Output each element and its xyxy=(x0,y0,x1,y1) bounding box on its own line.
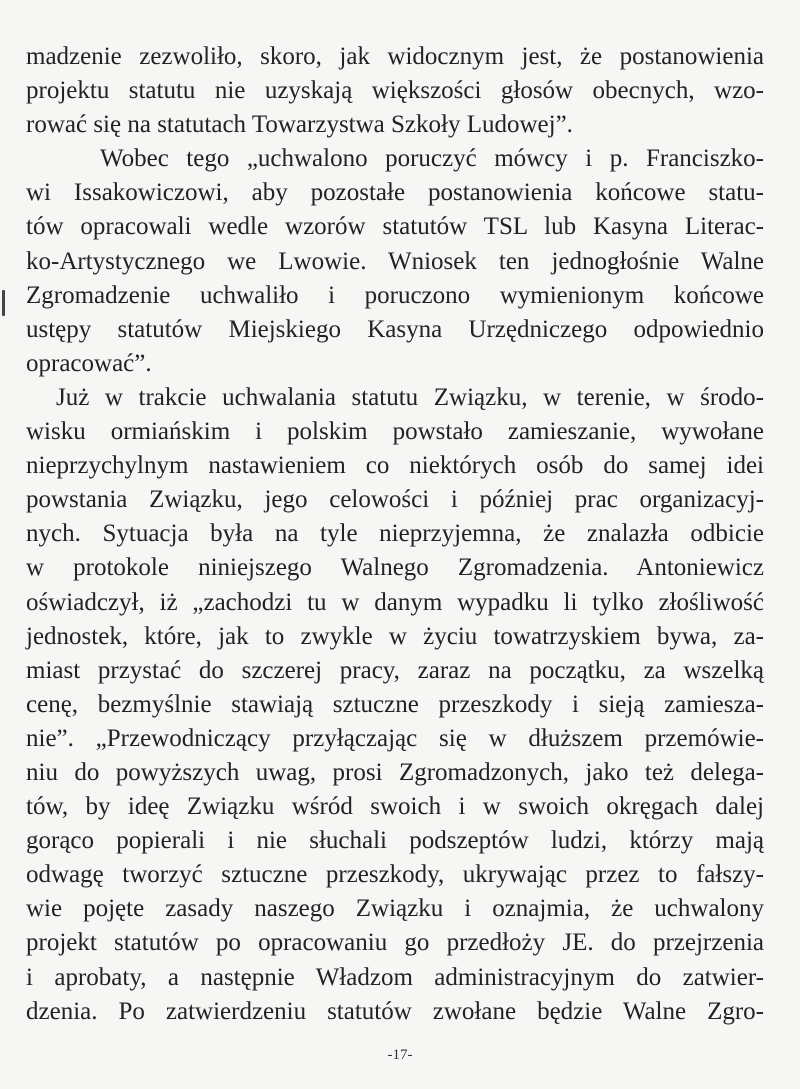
text-line: jednostek, które, jak to zwykle w życiu towatrzyskiem bywa, za- xyxy=(26,622,764,650)
text-line: tów, by ideę Związku wśród swoich i w swoich okręgach dalej xyxy=(26,793,764,821)
page-number: -17- xyxy=(387,1047,413,1063)
text-line: projekt statutów po opracowaniu go przedłoży JE. do przejrzenia xyxy=(26,929,764,957)
text-line: opracować”. xyxy=(26,349,152,377)
text-line: oświadczył, iż „zachodzi tu w danym wypadku li tylko złośliwość xyxy=(26,588,764,616)
text-line: Już w trakcie uchwalania statutu Związku, w terenie, w środo- xyxy=(56,383,764,411)
text-line: nie”. „Przewodniczący przyłączając się w dłuższem przemówie- xyxy=(26,724,764,752)
text-line: Wobec tego „uchwalono poruczyć mówcy i p. Franciszko- xyxy=(100,145,764,173)
text-line: ko-Artystycznego we Lwowie. Wniosek ten jednogłośnie Walne xyxy=(26,247,764,275)
body-text xyxy=(26,40,764,1029)
text-line: i aprobaty, a następnie Władzom administracyjnym do zatwier- xyxy=(26,963,764,991)
text-line: projektu statutu nie uzyskają większości głosów obecnych, wzo- xyxy=(26,77,764,105)
text-line: madzenie zezwoliło, skoro, jak widocznym jest, że postanowienia xyxy=(26,43,764,70)
text-line: w protokole niniejszego Walnego Zgromadzenia. Antoniewicz xyxy=(26,554,764,582)
text-line: Zgromadzenie uchwaliło i poruczono wymienionym końcowe xyxy=(26,281,764,309)
text-line: cenę, bezmyślnie stawiają sztuczne przeszkody i sieją zamiesza- xyxy=(26,690,764,718)
text-line: odwagę tworzyć sztuczne przeszkody, ukrywając przez to fałszy- xyxy=(26,861,764,889)
text-line: wie pojęte zasady naszego Związku i oznajmia, że uchwalony xyxy=(26,895,764,923)
text-line: miast przystać do szczerej pracy, zaraz na początku, za wszelką xyxy=(26,656,764,684)
scan-margin-mark xyxy=(2,290,5,316)
text-line: nych. Sytuacja była na tyle nieprzyjemna, że znalazła odbicie xyxy=(26,520,764,548)
text-line: wi Issakowiczowi, aby pozostałe postanowienia końcowe statu- xyxy=(26,179,764,207)
text-line: wisku ormiańskim i polskim powstało zamieszanie, wywołane xyxy=(26,418,764,446)
text-line: niu do powyższych uwag, prosi Zgromadzonych, jako też delega- xyxy=(26,758,764,786)
text-line: gorąco popierali i nie słuchali podszeptów ludzi, którzy mają xyxy=(26,827,764,855)
text-line: nieprzychylnym nastawieniem co niektórych osób do samej idei xyxy=(26,452,764,480)
text-line: rować się na statutach Towarzystwa Szkoły Ludowej”. xyxy=(26,111,573,139)
text-line: powstania Związku, jego celowości i później prac organizacyj- xyxy=(26,486,764,514)
text-line: ustępy statutów Miejskiego Kasyna Urzędniczego odpowiednio xyxy=(26,315,764,343)
text-line: dzenia. Po zatwierdzeniu statutów zwołane będzie Walne Zgro- xyxy=(26,997,764,1025)
text-line: tów opracowali wedle wzorów statutów TSL lub Kasyna Literac- xyxy=(26,213,764,241)
